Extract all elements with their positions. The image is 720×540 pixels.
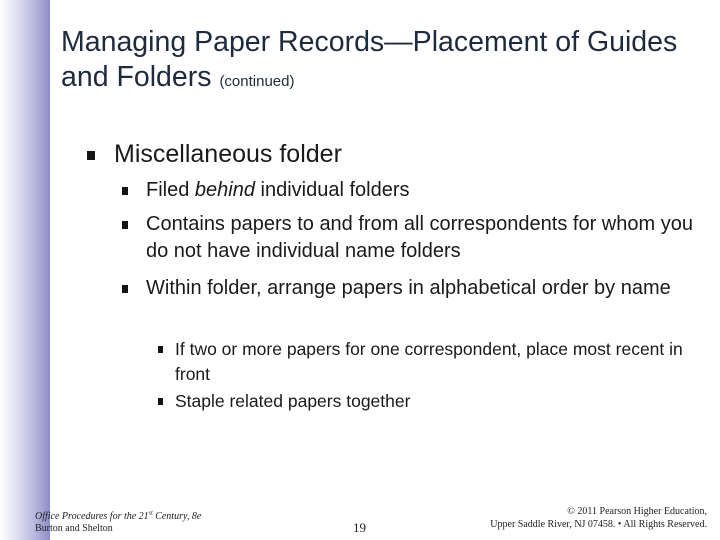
slide-title-main: Managing Paper Records—Placement of Guides and Folders xyxy=(61,26,678,93)
bullet-misc-folder: Miscellaneous folder xyxy=(114,140,342,168)
copyright-line-1: © 2011 Pearson Higher Education, xyxy=(567,506,707,517)
bullet-two-or-more-papers: If two or more papers for one correspondent, place most recent in front xyxy=(175,339,683,384)
bullet-staple-related: Staple related papers together xyxy=(175,391,411,411)
bullet-marker xyxy=(122,221,128,229)
decorative-side-bar xyxy=(0,0,50,540)
bullet-marker xyxy=(158,398,163,405)
copyright-line-2: Upper Saddle River, NJ 07458. • All Rights Reserved. xyxy=(490,519,707,530)
page-number: 19 xyxy=(353,520,366,535)
slide-title xyxy=(61,25,701,99)
footer-book-title: Office Procedures for the 21st Century, 8e xyxy=(35,511,202,523)
footer-copyright xyxy=(490,505,707,531)
bullet-marker xyxy=(158,346,163,353)
bullet-filed-behind xyxy=(146,177,706,204)
bullet-text: Filed xyxy=(146,179,195,201)
bullet-emphasis: behind xyxy=(194,179,255,201)
bullet-within-folder: Within folder, arrange papers in alphabetical order by name xyxy=(146,277,671,299)
bullet-marker xyxy=(122,285,128,293)
bullet-text: individual folders xyxy=(254,179,410,201)
bullet-marker xyxy=(87,151,95,160)
bullet-marker xyxy=(122,187,128,195)
footer-authors: Burton and Shelton xyxy=(35,523,113,535)
footer-book-info xyxy=(35,508,201,535)
bullet-contains-papers: Contains papers to and from all correspondents for whom you do not have individual name folders xyxy=(146,213,693,262)
slide-title-suffix: (continued) xyxy=(219,73,295,90)
